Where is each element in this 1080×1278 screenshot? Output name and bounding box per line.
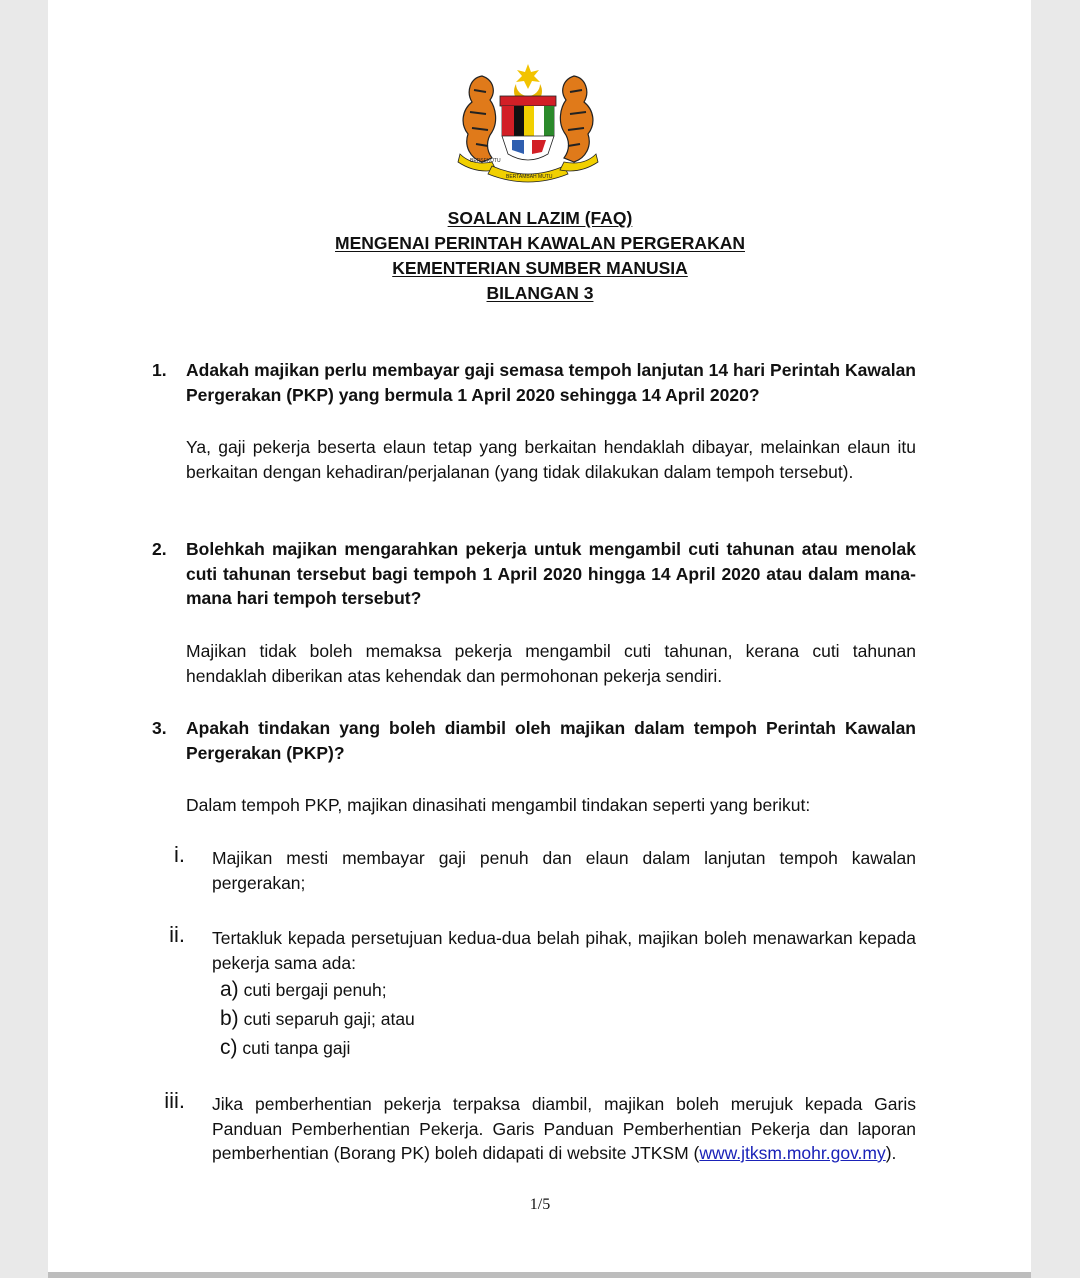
answer-1: Ya, gaji pekerja beserta elaun tetap yang berkaitan hendaklah dibayar, melainkan elaun itu berkaitan dengan kehadiran/perjalanan (yang tidak dilakukan dalam tempoh tersebut). [186,437,916,482]
question-number: 1. [152,360,167,380]
action-text-before-link: Jika pemberhentian pekerja terpaksa diambil, majikan boleh merujuk kepada Garis Panduan Pemberhentian Pekerja. Garis Panduan Pemberhentian Pekerja dan laporan pemberhentian (Borang PK) boleh didapati di website JTKSM ( [212,1094,916,1163]
title-line-1: SOALAN LAZIM (FAQ) [447,208,633,228]
question-text: Apakah tindakan yang boleh diambil oleh majikan dalam tempoh Perintah Kawalan Pergerakan (PKP)? [186,718,916,763]
option-text: cuti bergaji penuh; [243,980,387,1000]
jtksm-website-link[interactable]: www.jtksm.mohr.gov.my [699,1143,886,1163]
question-1 [152,358,916,407]
page-number: 1/5 [529,1196,551,1213]
answer-3-intro: Dalam tempoh PKP, majikan dinasihati mengambil tindakan seperti yang berikut: [186,795,811,815]
malaysia-coat-of-arms-logo [452,62,604,186]
action-text: Tertakluk kepada persetujuan kedua-dua belah pihak, majikan boleh menawarkan kepada pekerja sama ada: [212,928,916,973]
title-line-2: MENGENAI PERINTAH KAWALAN PERGERAKAN [335,233,745,253]
document-title [0,206,1080,306]
roman-numeral: iii. [164,1088,185,1113]
option-a [220,978,387,1002]
action-text: Majikan mesti membayar gaji penuh dan elaun dalam lanjutan tempoh kawalan pergerakan; [212,848,916,893]
question-text: Bolehkah majikan mengarahkan pekerja untuk mengambil cuti tahunan atau menolak cuti tahunan tersebut bagi tempoh 1 April 2020 hingga 14 April 2020 atau dalam mana- mana hari tempoh tersebut? [186,539,916,608]
action-item-i [166,842,916,895]
title-line-3: KEMENTERIAN SUMBER MANUSIA [392,258,688,278]
question-3 [152,716,916,765]
question-2 [152,537,916,611]
roman-numeral: ii. [169,922,185,947]
action-text [212,1092,916,1166]
option-letter: b) [220,1007,239,1030]
question-number: 3. [152,718,167,738]
action-item-iii [164,1088,916,1166]
option-letter: a) [220,978,239,1001]
question-number: 2. [152,539,167,559]
option-text: cuti tanpa gaji [242,1038,351,1058]
action-text-after-link: ). [885,1143,897,1163]
option-c [220,1036,350,1060]
svg-text:BERSEKUTU: BERSEKUTU [470,158,501,164]
page-bottom-edge [48,1272,1031,1278]
option-b [220,1007,415,1031]
question-text: Adakah majikan perlu membayar gaji semasa tempoh lanjutan 14 hari Perintah Kawalan Pergerakan (PKP) yang bermula 1 April 2020 sehingga 14 April 2020? [186,360,916,405]
answer-2: Majikan tidak boleh memaksa pekerja mengambil cuti tahunan, kerana cuti tahunan hendaklah diberikan atas kehendak dan permohonan pekerja sendiri. [186,641,916,686]
document-page [48,0,1031,1272]
action-item-ii [166,922,916,975]
option-text: cuti separuh gaji; atau [243,1009,415,1029]
title-line-4: BILANGAN 3 [486,283,594,303]
roman-numeral: i. [174,842,185,867]
svg-text:BERTAMBAH MUTU: BERTAMBAH MUTU [506,174,553,180]
option-letter: c) [220,1036,238,1059]
